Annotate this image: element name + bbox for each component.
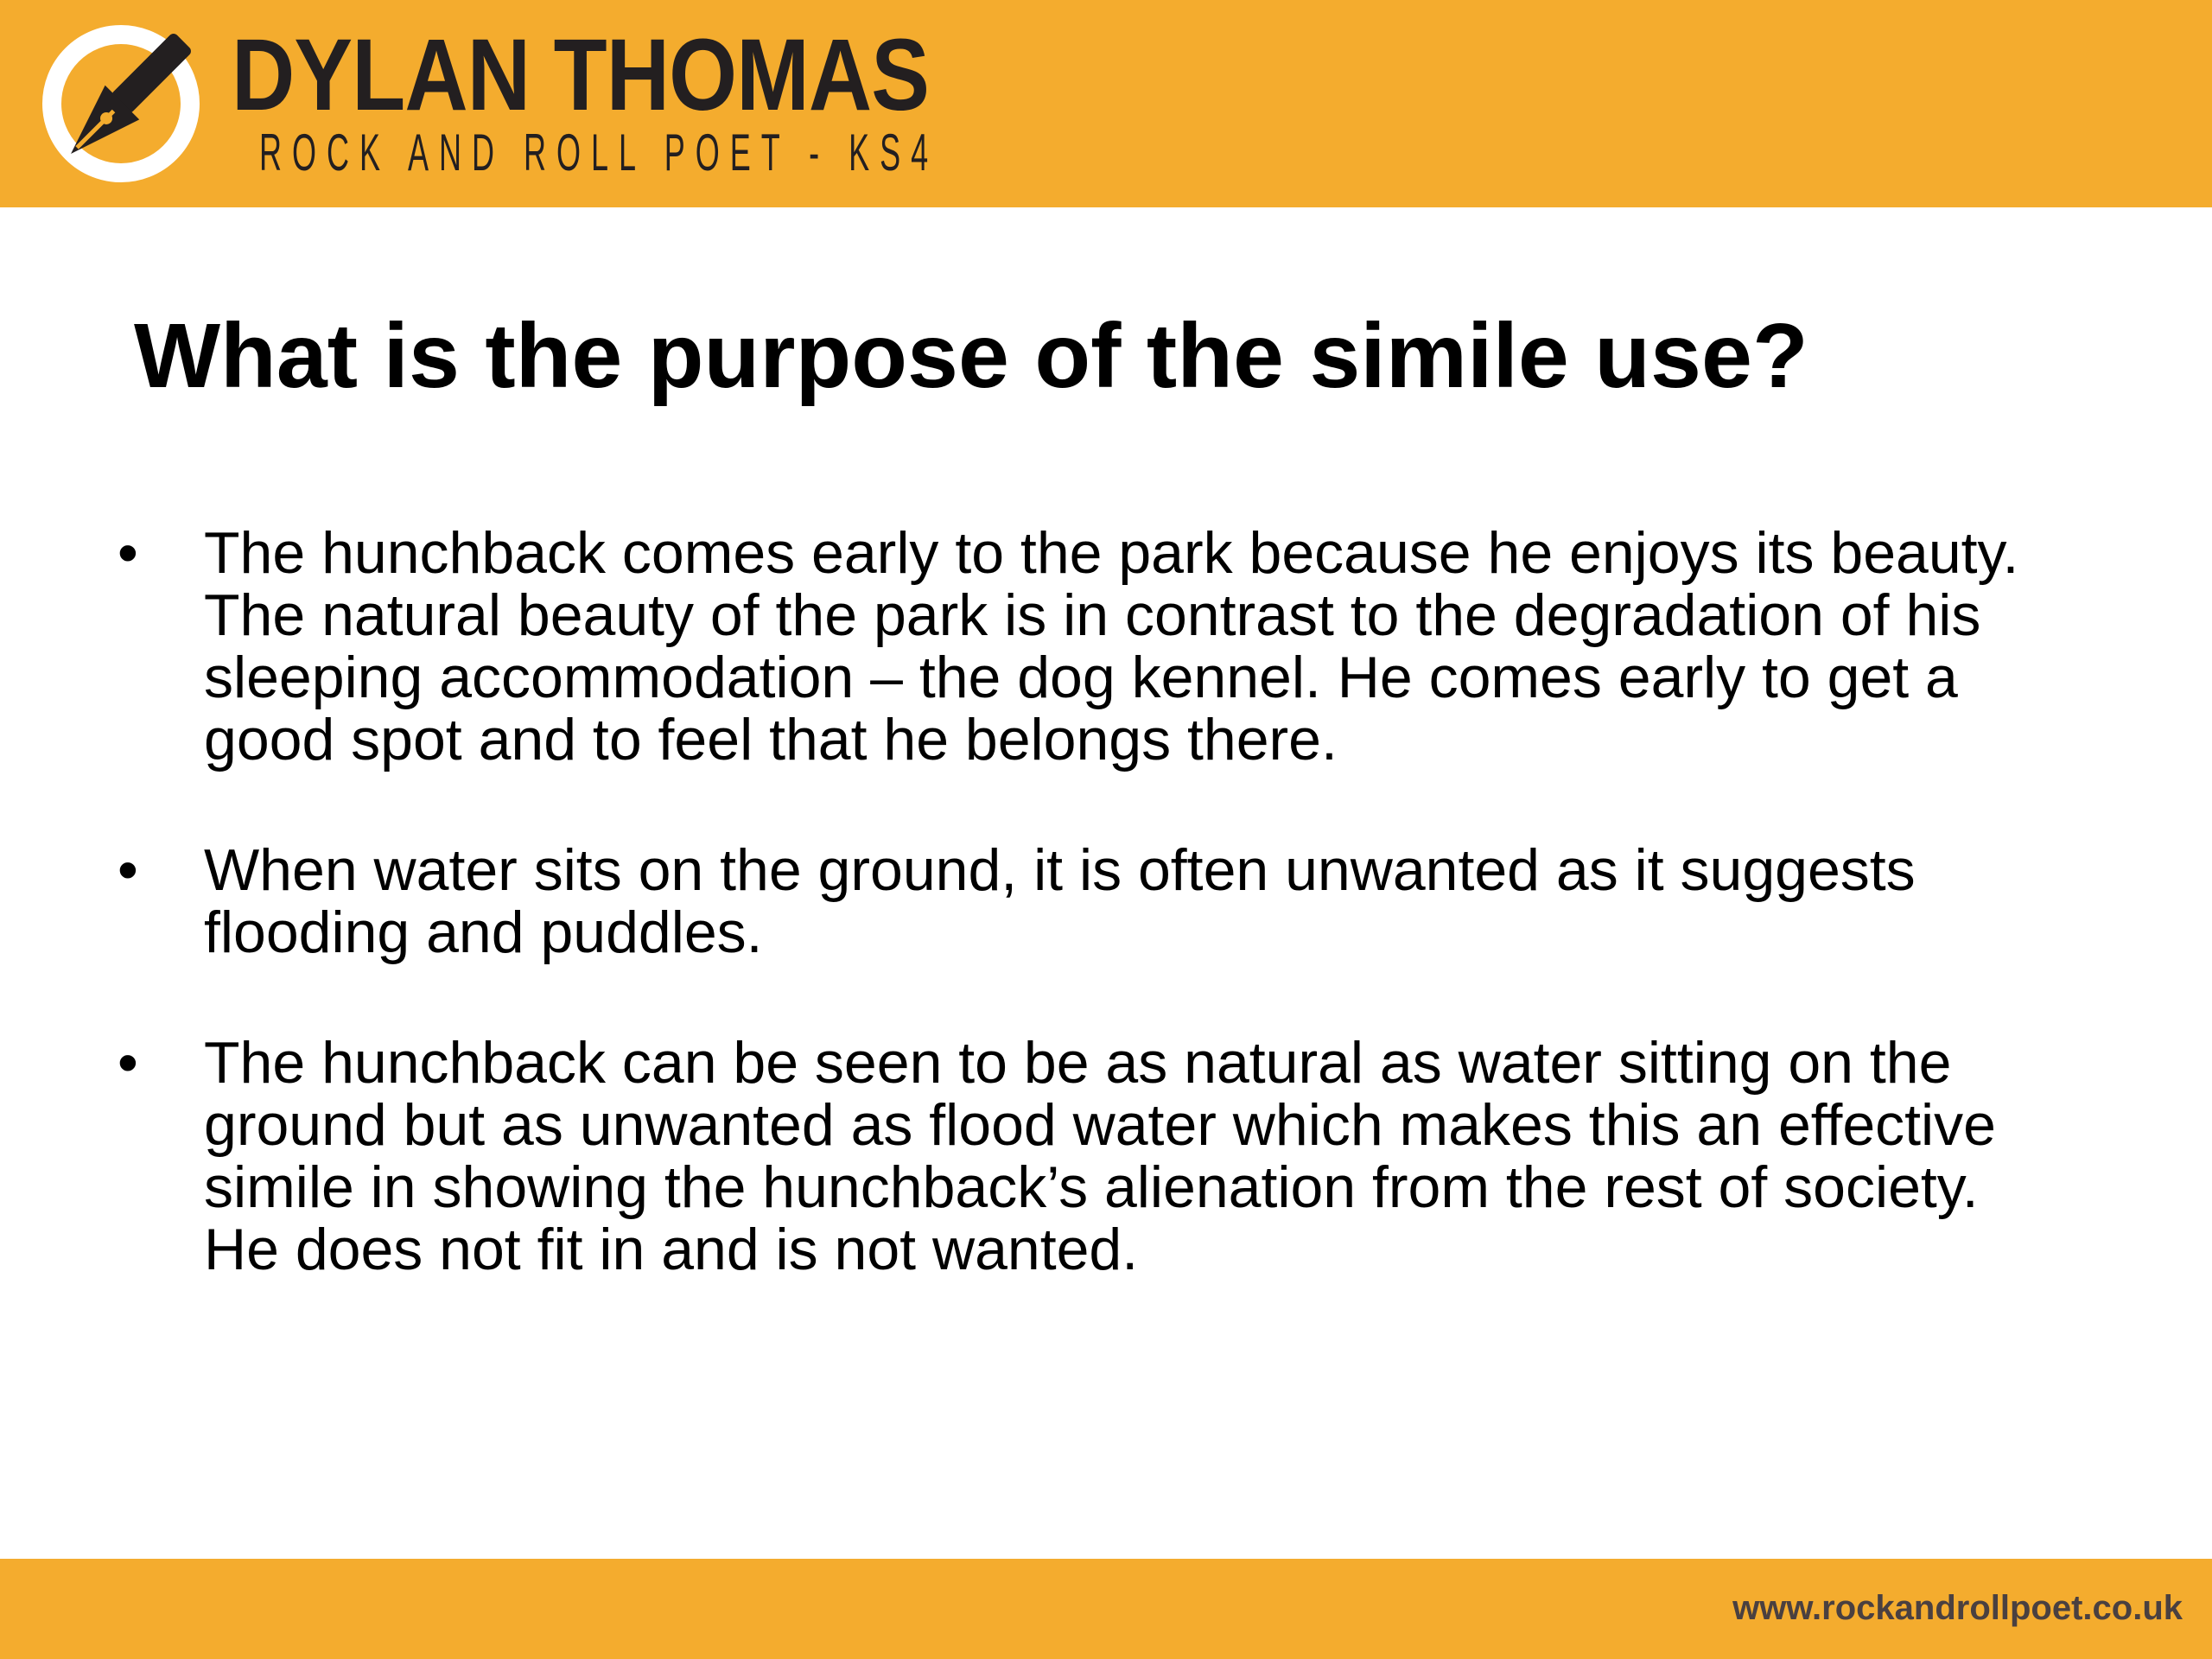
bullet-text: The hunchback can be seen to be as natural as water sitting on the ground but as unwanted as flood water which makes this an effective simile in showing the hunchback’s alienation from the rest of society. He does not fit in and is not wanted. [204, 1030, 1996, 1282]
brand-subtitle: ROCK AND ROLL POET - KS4 [259, 124, 939, 181]
slide-title: What is the purpose of the simile use? [134, 305, 1808, 407]
bullet-marker: • [118, 837, 138, 903]
fountain-pen-nib-icon [35, 17, 207, 190]
bullet-item [118, 839, 2044, 963]
footer-band [0, 1559, 2212, 1659]
header-band [0, 0, 2212, 207]
bullet-marker: • [118, 1030, 138, 1096]
bullet-item [118, 522, 2044, 771]
bullet-list [118, 522, 2044, 1281]
bullet-text: When water sits on the ground, it is often unwanted as it suggests flooding and puddles. [204, 837, 1916, 965]
bullet-text: The hunchback comes early to the park because he enjoys its beauty. The natural beauty of the park is in contrast to the degradation of his sleeping accommodation – the dog kennel. He comes early to get a good spot and to feel that he belongs there. [204, 520, 2019, 772]
bullet-marker: • [118, 520, 138, 586]
bullet-item [118, 1032, 2044, 1281]
brand-title: DYLAN THOMAS [232, 18, 930, 132]
footer-url: www.rockandrollpoet.co.uk [1732, 1589, 2183, 1627]
